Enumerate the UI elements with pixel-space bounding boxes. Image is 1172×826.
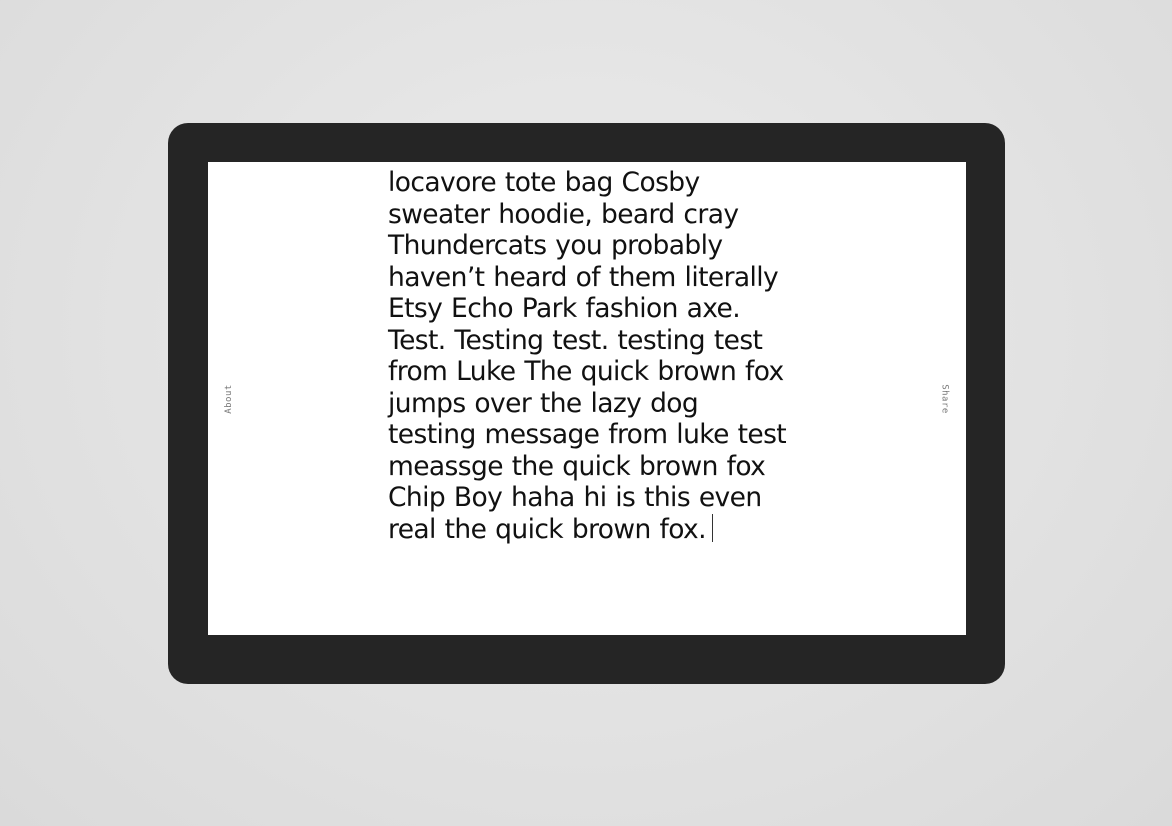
text-editor[interactable] [388,167,788,545]
tablet-screen [208,162,966,635]
tablet-device [168,123,1005,684]
share-link[interactable]: Share [940,383,950,414]
editor-text: locavore tote bag Cosby sweater hoodie, beard cray Thundercats you probably haven’t heard of them literally Etsy Echo Park fashion axe. Test. Testing test. testing test from Luke The quick brown fox jumps over the lazy dog testing message from luke test meassge the quick brown fox Chip Boy haha hi is this even real the quick brown fox. [388,167,787,545]
text-caret [712,514,713,542]
about-link[interactable]: About [224,383,234,414]
